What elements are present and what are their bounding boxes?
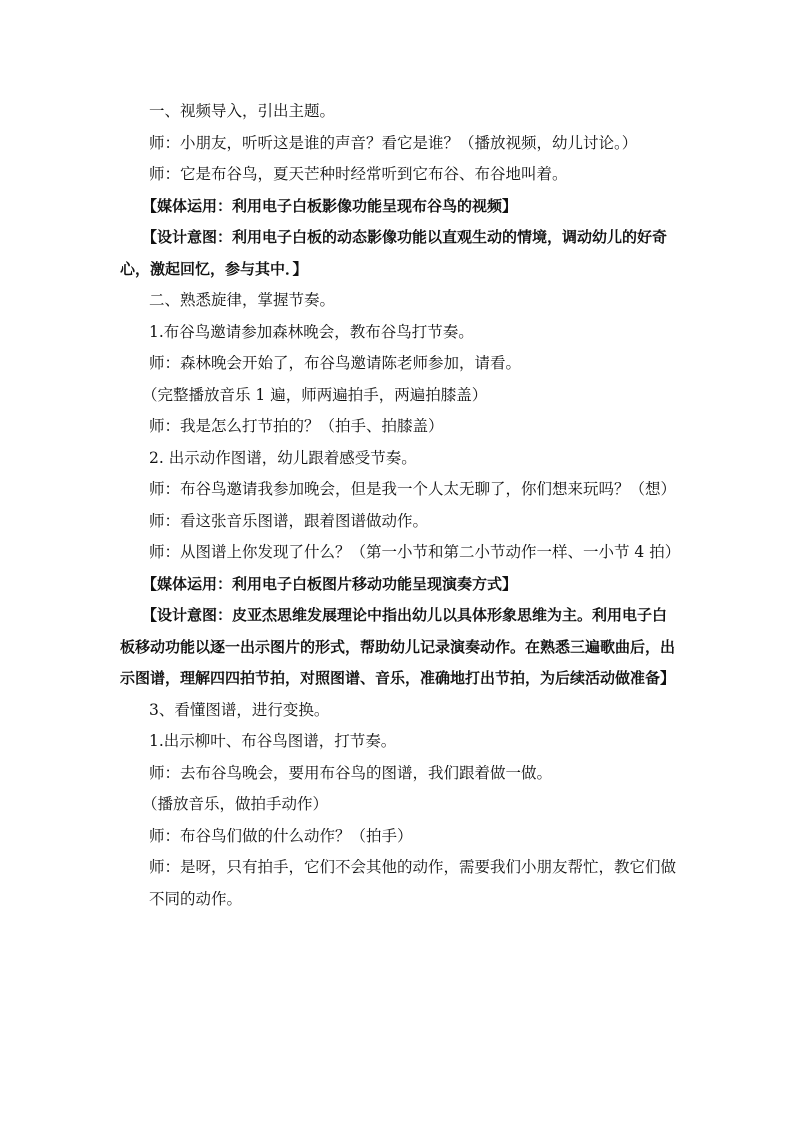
step-item: 1.出示柳叶、布谷鸟图谱，打节奏。 <box>149 732 397 750</box>
design-intent-note: 【设计意图：利用电子白板的动态影像功能以直观生动的情境，调动幼儿的好奇心，激起回忆，参与其中．】 <box>120 228 668 278</box>
design-intent-note: 【设计意图：皮亚杰思维发展理论中指出幼儿以具体形象思维为主。利用电子白板移动功能以逐一出示图片的形式，帮助幼儿记录演奏动作。在熟悉三遍歌曲后，出示图谱，理解四四拍节拍，对照图谱、音乐，准确地打出节拍，为后续活动做准备】 <box>120 606 676 687</box>
dialogue-line: 师：从图谱上你发现了什么？（第一小节和第二小节动作一样、一小节 4 拍） <box>149 543 681 561</box>
dialogue-line: 师：它是布谷鸟，夏天芒种时经常听到它布谷、布谷地叫着。 <box>149 165 568 183</box>
dialogue-line: 师：是呀，只有拍手，它们不会其他的动作，需要我们小朋友帮忙，教它们做不同的动作。 <box>149 858 677 908</box>
dialogue-line: 师：布谷鸟们做的什么动作？（拍手） <box>149 826 413 845</box>
dialogue-line: 师：我是怎么打节拍的？（拍手、拍膝盖） <box>149 417 444 435</box>
section-heading-1: 一、视频导入，引出主题。 <box>149 102 336 120</box>
stage-direction: （完整播放音乐 1 遍，师两遍拍手，两遍拍膝盖） <box>142 385 488 404</box>
section-heading-2: 二、熟悉旋律，掌握节奏。 <box>149 291 336 309</box>
stage-direction: （播放音乐，做拍手动作） <box>142 795 329 813</box>
dialogue-line: 师：看这张音乐图谱，跟着图谱做动作。 <box>149 511 429 530</box>
step-item: 2. 出示动作图谱，幼儿跟着感受节奏。 <box>149 448 417 467</box>
media-note: 【媒体运用：利用电子白板影像功能呈现布谷鸟的视频】 <box>142 196 518 215</box>
dialogue-line: 师：布谷鸟邀请我参加晚会，但是我一个人太无聊了，你们想来玩吗？（想） <box>149 480 677 498</box>
dialogue-line: 师：去布谷鸟晚会，要用布谷鸟的图谱，我们跟着做一做。 <box>149 763 553 782</box>
document-body <box>120 96 680 915</box>
step-item: 1.布谷鸟邀请参加森林晚会，教布谷鸟打节奏。 <box>149 322 474 341</box>
dialogue-line: 师：森林晚会开始了，布谷鸟邀请陈老师参加，请看。 <box>149 354 522 372</box>
section-heading-3: 3、看懂图谱，进行变换。 <box>149 700 330 719</box>
dialogue-line: 师：小朋友，听听这是谁的声音？看它是谁？（播放视频，幼儿讨论。） <box>149 133 638 152</box>
media-note: 【媒体运用：利用电子白板图片移动功能呈现演奏方式】 <box>142 574 518 593</box>
